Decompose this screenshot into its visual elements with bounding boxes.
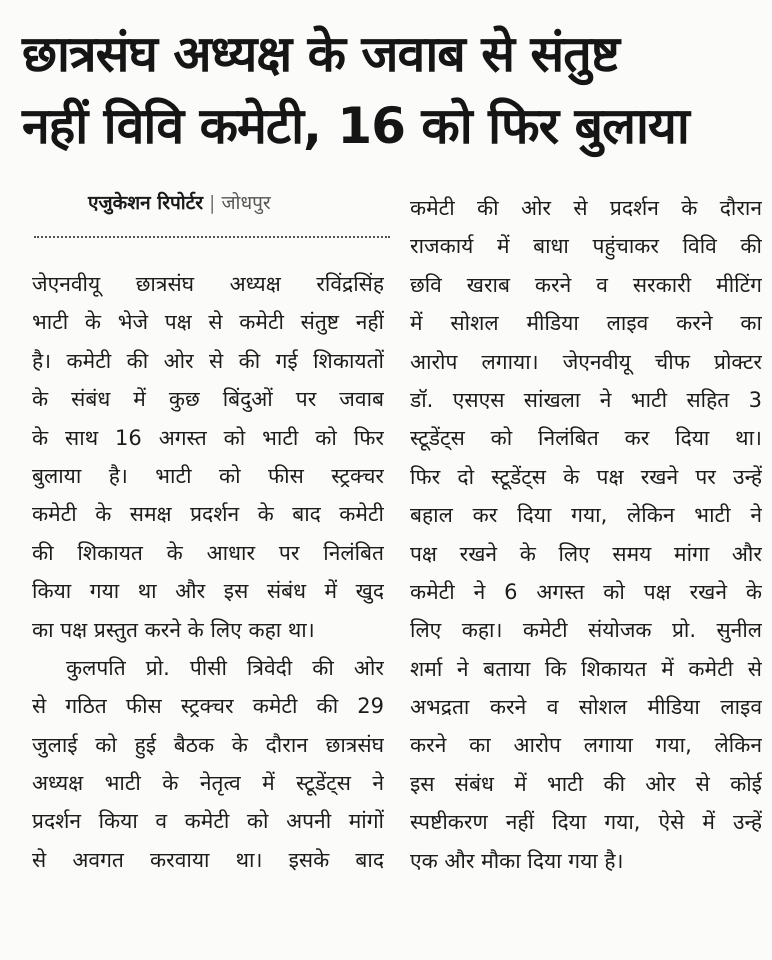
text-line: स्पष्टीकरण नहीं दिया गया, ऐसे में उन्हें (410, 810, 762, 835)
text-line: करने का आरोप लगाया गया, लेकिन (410, 733, 762, 758)
byline-divider (34, 236, 390, 238)
text-line: प्रदर्शन किया व कमेटी को अपनी मांगों (32, 809, 384, 834)
text-line: बहाल कर दिया गया, लेकिन भाटी ने (410, 503, 762, 528)
headline-line-2: नहीं विवि कमेटी, 16 को फिर बुलाया (22, 97, 689, 155)
reporter-name: एजुकेशन रिपोर्टर (88, 192, 204, 214)
text-line: छवि खराब करने व सरकारी मीटिंग (410, 272, 762, 297)
text-line: अभद्रता करने व सोशल मीडिया लाइव (410, 695, 762, 720)
text-line: लिए कहा। कमेटी संयोजक प्रो. सुनील (410, 618, 762, 643)
text-line: कुलपति प्रो. पीसी त्रिवेदी की ओर (66, 655, 384, 680)
text-line: के साथ 16 अगस्त को भाटी को फिर (32, 425, 384, 450)
text-line: जुलाई को हुई बैठक के दौरान छात्रसंघ (32, 732, 384, 757)
dateline-city: जोधपुर (221, 192, 271, 214)
text-line: शर्मा ने बताया कि शिकायत में कमेटी से (410, 656, 762, 681)
text-line: की शिकायत के आधार पर निलंबित (32, 540, 384, 565)
text-line: डॉ. एसएस सांखला ने भाटी सहित 3 (410, 387, 762, 412)
headline (22, 18, 762, 162)
text-line: है। कमेटी की ओर से की गई शिकायतों (32, 348, 384, 373)
text-line: राजकार्य में बाधा पहुंचाकर विवि की (410, 234, 762, 259)
headline-line-1: छात्रसंघ अध्यक्ष के जवाब से संतुष्ट (22, 25, 619, 83)
text-line: कमेटी ने 6 अगस्त को पक्ष रखने के (410, 579, 762, 604)
text-line: से अवगत करवाया था। इसके बाद (32, 847, 384, 872)
text-line: कमेटी की ओर से प्रदर्शन के दौरान (410, 196, 762, 220)
text-line: भाटी के भेजे पक्ष से कमेटी संतुष्ट नहीं (32, 310, 384, 335)
article-column-left (32, 265, 384, 879)
text-line: इस संबंध में भाटी की ओर से कोई (410, 771, 762, 796)
text-line: में सोशल मीडिया लाइव करने का (410, 311, 762, 336)
text-line: से गठित फीस स्ट्रक्चर कमेटी की 29 (32, 694, 384, 719)
text-line: फिर दो स्टूडेंट्स के पक्ष रखने पर उन्हें (410, 464, 762, 489)
text-line: बुलाया है। भाटी को फीस स्ट्रक्चर (32, 463, 384, 488)
text-line: किया गया था और इस संबंध में खुद (32, 579, 384, 604)
text-line: जेएनवीयू छात्रसंघ अध्यक्ष रविंद्रसिंह (32, 272, 384, 296)
byline-separator: | (209, 192, 216, 214)
text-line: कमेटी के समक्ष प्रदर्शन के बाद कमेटी (32, 502, 384, 527)
text-line: का पक्ष प्रस्तुत करने के लिए कहा था। (32, 617, 315, 642)
article-column-right (410, 189, 762, 880)
text-line: एक और मौका दिया गया है। (410, 848, 624, 873)
text-line: अध्यक्ष भाटी के नेतृत्व में स्टूडेंट्स ने (32, 771, 384, 796)
text-line: पक्ष रखने के लिए समय मांगा और (410, 541, 762, 566)
text-line: के संबंध में कुछ बिंदुओं पर जवाब (32, 387, 384, 412)
text-line: आरोप लगाया। जेएनवीयू चीफ प्रोक्टर (410, 349, 762, 374)
text-line: स्टूडेंट्स को निलंबित कर दिया था। (410, 426, 762, 451)
byline (88, 190, 271, 216)
